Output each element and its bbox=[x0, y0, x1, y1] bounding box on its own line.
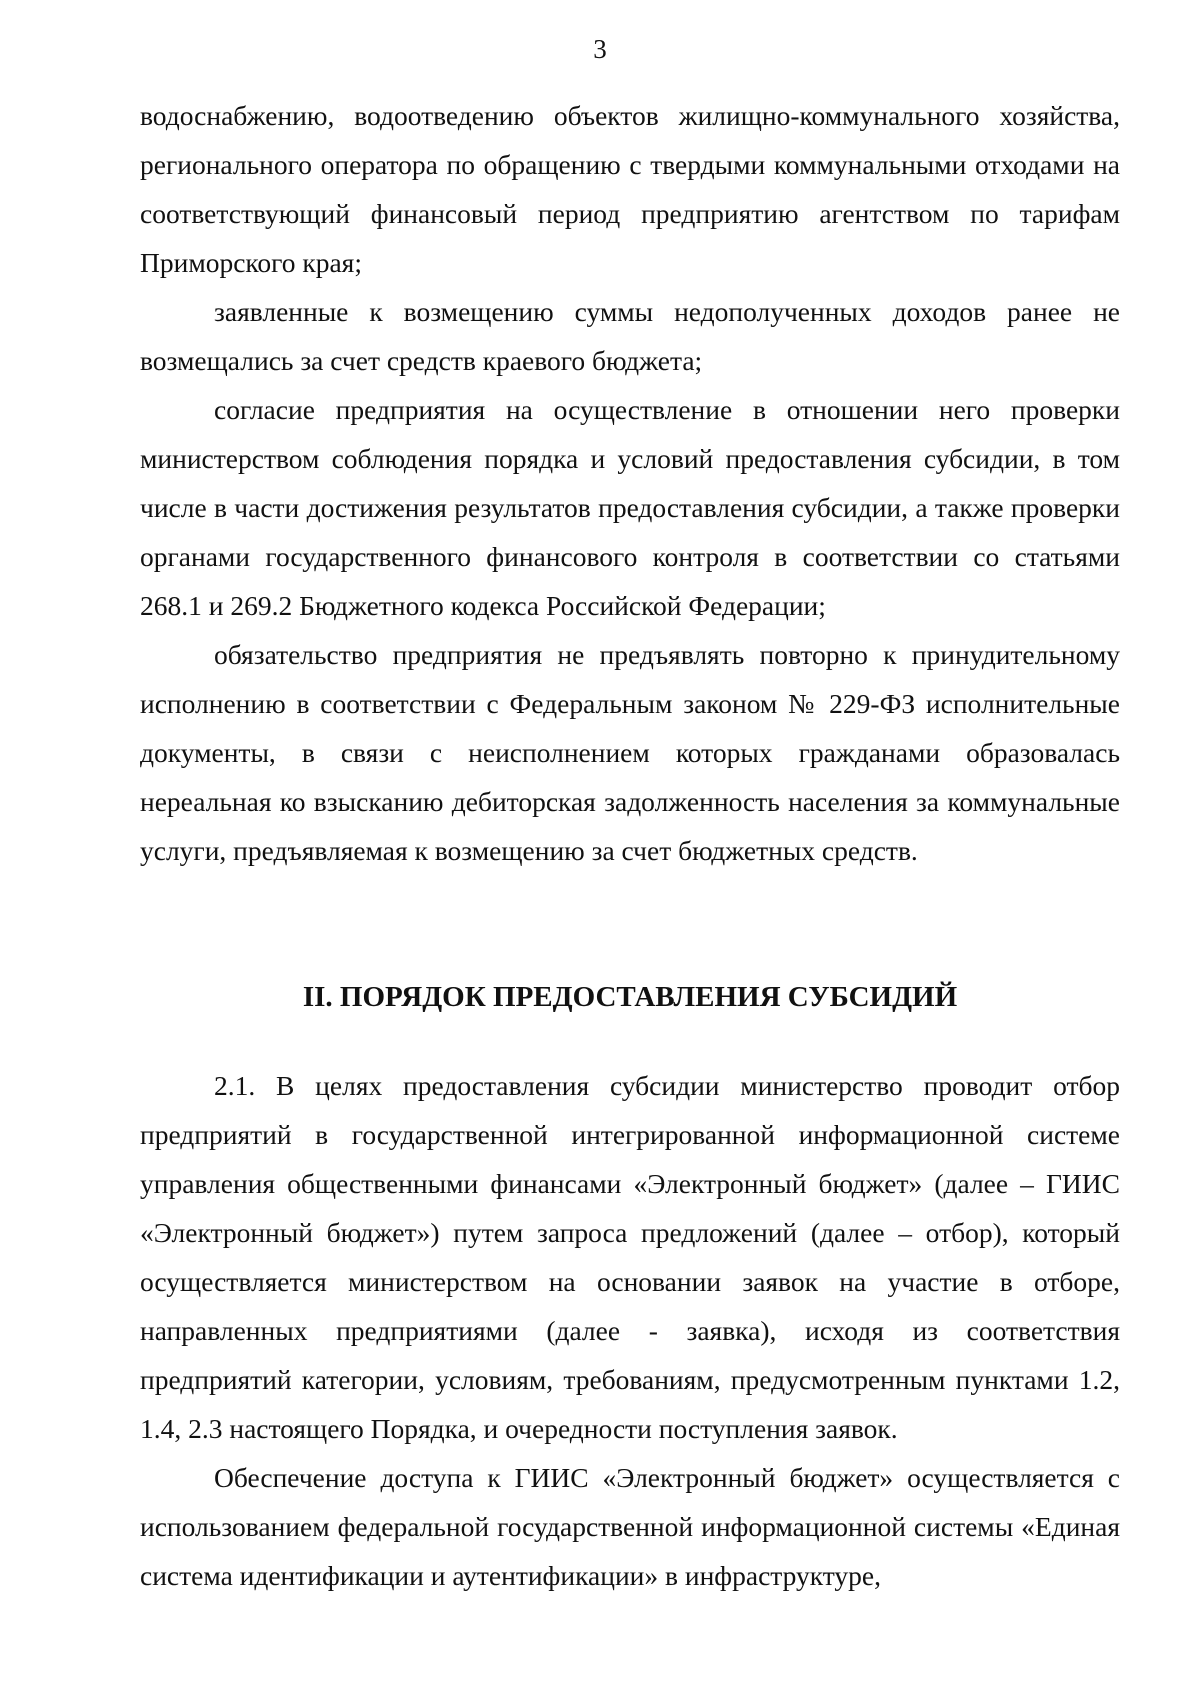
section-heading: II. ПОРЯДОК ПРЕДОСТАВЛЕНИЯ СУБСИДИЙ bbox=[302, 981, 958, 1013]
paragraph-access: Обеспечение доступа к ГИИС «Электронный бюджет» осуществляется с использованием федеральной государственной информационной системы «Единая система идентификации и аутентификации» в инфраструктуре, bbox=[140, 1462, 1120, 1591]
paragraph-claimed-amounts: заявленные к возмещению суммы недополученных доходов ранее не возмещались за счет средств краевого бюджета; bbox=[140, 296, 1120, 376]
paragraph-2-1: 2.1. В целях предоставления субсидии министерство проводит отбор предприятий в государственной интегрированной информационной системе управления общественными финансами «Электронный бюджет» (далее – ГИИС «Электронный бюджет») путем запроса предложений (далее – отбор), который осуществляется министерством на основании заявок на участие в отборе, направленных предприятиями (далее - заявка), исходя из соответствия предприятий категории, условиям, требованиям, предусмотренным пунктами 1.2, 1.4, 2.3 настоящего Порядка, и очередности поступления заявок. bbox=[140, 1070, 1120, 1444]
page-number: 3 bbox=[593, 34, 607, 64]
body-text-section-2 bbox=[140, 1061, 1120, 1600]
paragraph-inspection-consent: согласие предприятия на осуществление в отношении него проверки министерством соблюдения порядка и условий предоставления субсидии, в том числе в части достижения результатов предоставления субсидии, а также проверки органами государственного финансового контроля в соответствии со статьями 268.1 и 269.2 Бюджетного кодекса Российской Федерации; bbox=[140, 394, 1120, 621]
paragraph-obligation: обязательство предприятия не предъявлять повторно к принудительному исполнению в соответствии с Федеральным законом № 229-ФЗ исполнительные документы, в связи с неисполнением которых гражданами образовалась нереальная ко взысканию дебиторская задолженность населения за коммунальные услуги, предъявляемая к возмещению за счет бюджетных средств. bbox=[140, 639, 1120, 866]
body-text-section-1 bbox=[140, 91, 1120, 875]
paragraph-continuation: водоснабжению, водоотведению объектов жилищно-коммунального хозяйства, регионального оператора по обращению с твердыми коммунальными отходами на соответствующий финансовый период предприятию агентством по тарифам Приморского края; bbox=[140, 100, 1120, 278]
